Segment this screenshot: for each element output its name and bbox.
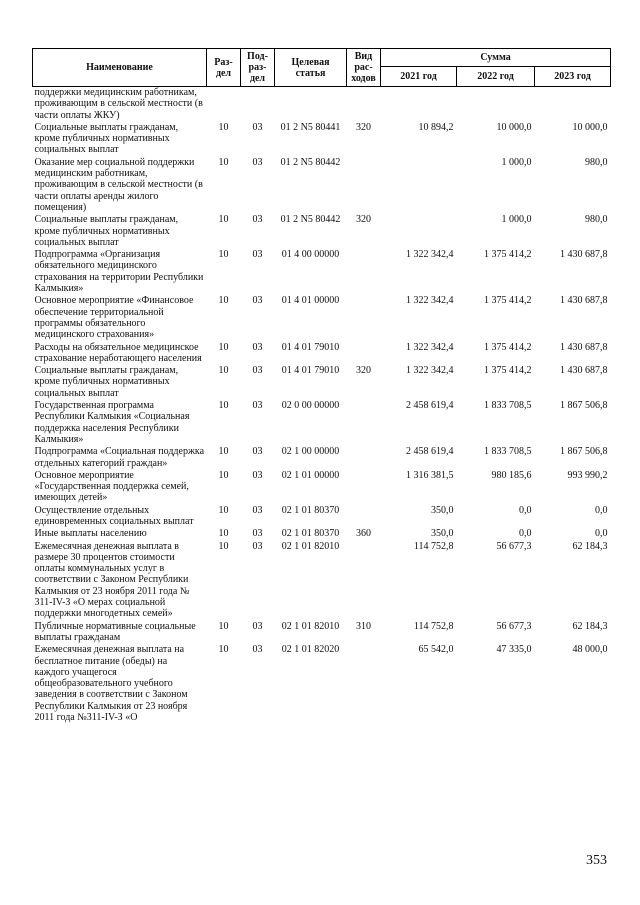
row-razdel: 10 <box>218 528 229 540</box>
row-target: 02 1 00 00000 <box>281 446 340 458</box>
page-number: 353 <box>586 853 607 868</box>
header-razdel: Раз- дел <box>207 49 241 87</box>
row-razdel: 10 <box>218 249 229 261</box>
row-target: 02 1 01 82010 <box>281 540 340 552</box>
row-target: 01 4 01 79010 <box>281 365 340 377</box>
table-row <box>33 157 611 214</box>
table-row <box>33 214 611 249</box>
row-podrazdel: 03 <box>252 469 263 481</box>
row-sum-2021: 350,0 <box>431 504 454 516</box>
row-vid: 320 <box>356 214 371 226</box>
row-razdel: 10 <box>218 540 229 552</box>
row-sum-2021: 1 322 342,4 <box>406 341 454 353</box>
row-sum-2022: 56 677,3 <box>496 540 532 552</box>
row-target: 01 2 N5 80442 <box>280 156 341 168</box>
row-razdel: 10 <box>218 504 229 516</box>
table-row <box>33 365 611 400</box>
row-target: 02 1 01 80370 <box>281 528 340 540</box>
row-target: 02 1 01 82010 <box>281 620 340 632</box>
row-vid <box>347 157 381 214</box>
table-row <box>33 644 611 724</box>
row-name: Расходы на обязательное медицинское страхование неработающего населения <box>34 341 202 364</box>
row-target: 01 4 01 79010 <box>281 341 340 353</box>
row-sum-2023: 1 430 687,8 <box>560 341 608 353</box>
row-name: Оказание мер социальной поддержки медицинским работникам, проживающим в сельской местности (в части оплаты аренды жилого помещения) <box>34 156 203 213</box>
row-sum-2021: 1 322 342,4 <box>406 295 454 307</box>
row-name: Основное мероприятие «Государственная поддержка семей, имеющих детей» <box>34 469 189 504</box>
row-razdel <box>207 87 241 122</box>
row-podrazdel: 03 <box>252 121 263 133</box>
row-sum-2021: 1 322 342,4 <box>406 249 454 261</box>
table-row <box>33 295 611 341</box>
row-podrazdel: 03 <box>252 214 263 226</box>
row-sum-2023: 0,0 <box>595 528 608 540</box>
row-vid <box>347 644 381 724</box>
header-2022: 2022 год <box>457 67 535 87</box>
row-razdel: 10 <box>218 644 229 656</box>
row-target: 01 2 N5 80442 <box>280 214 341 226</box>
row-sum-2022: 10 000,0 <box>496 121 532 133</box>
row-vid <box>347 400 381 446</box>
row-sum-2023: 0,0 <box>595 504 608 516</box>
row-razdel: 10 <box>218 620 229 632</box>
table-row <box>33 470 611 505</box>
row-podrazdel: 03 <box>252 156 263 168</box>
row-sum-2023: 1 867 506,8 <box>560 446 608 458</box>
row-vid: 360 <box>356 528 371 540</box>
row-vid <box>347 470 381 505</box>
row-sum-2023: 1 867 506,8 <box>560 400 608 412</box>
header-2023: 2023 год <box>535 67 611 87</box>
row-sum-2022: 1 833 708,5 <box>484 446 532 458</box>
row-sum-2022: 1 000,0 <box>501 214 532 226</box>
table-row <box>33 400 611 446</box>
row-target: 01 4 01 00000 <box>281 295 340 307</box>
table-row <box>33 541 611 621</box>
header-vid: Вид рас- ходов <box>347 49 381 87</box>
table-row <box>33 621 611 645</box>
table-row <box>33 505 611 529</box>
row-vid <box>347 249 381 295</box>
row-sum-2023: 1 430 687,8 <box>560 295 608 307</box>
row-razdel: 10 <box>218 365 229 377</box>
row-sum-2023 <box>535 87 611 122</box>
row-sum-2022 <box>457 87 535 122</box>
row-sum-2022: 56 677,3 <box>496 620 532 632</box>
table-body <box>33 87 611 725</box>
row-target: 01 4 00 00000 <box>281 249 340 261</box>
row-razdel: 10 <box>218 469 229 481</box>
header-name: Наименование <box>33 49 207 87</box>
row-razdel: 10 <box>218 400 229 412</box>
row-sum-2021: 1 322 342,4 <box>406 365 454 377</box>
row-podrazdel: 03 <box>252 400 263 412</box>
row-target: 02 1 01 82020 <box>281 644 340 656</box>
header-target: Целевая статья <box>275 49 347 87</box>
row-name: Подпрограмма «Социальная поддержка отдельных категорий граждан» <box>34 446 205 469</box>
row-sum-2023: 993 990,2 <box>567 469 608 481</box>
row-sum-2022: 47 335,0 <box>496 644 532 656</box>
row-sum-2022: 1 375 414,2 <box>484 249 532 261</box>
row-name: Публичные нормативные социальные выплаты гражданам <box>34 620 196 643</box>
row-sum-2022: 1 833 708,5 <box>484 400 532 412</box>
table-row <box>33 87 611 122</box>
row-name: Социальные выплаты гражданам, кроме публичных нормативных социальных выплат <box>34 214 179 248</box>
row-razdel: 10 <box>218 295 229 307</box>
row-sum-2021: 350,0 <box>431 528 454 540</box>
row-sum-2021 <box>381 87 457 122</box>
row-sum-2023: 1 430 687,8 <box>560 249 608 261</box>
row-sum-2021: 2 458 619,4 <box>406 400 454 412</box>
row-vid <box>347 505 381 529</box>
row-sum-2021: 114 752,8 <box>413 620 454 632</box>
row-vid <box>347 342 381 366</box>
row-sum-2021: 114 752,8 <box>413 540 454 552</box>
row-name: Осуществление отдельных единовременных социальных выплат <box>34 504 194 527</box>
row-razdel: 10 <box>218 156 229 168</box>
row-sum-2022: 1 000,0 <box>501 156 532 168</box>
row-podrazdel: 03 <box>252 644 263 656</box>
row-sum-2021 <box>381 157 457 214</box>
row-sum-2023: 980,0 <box>585 156 608 168</box>
row-podrazdel: 03 <box>252 365 263 377</box>
row-razdel: 10 <box>218 341 229 353</box>
row-sum-2021 <box>381 214 457 249</box>
header-2021: 2021 год <box>381 67 457 87</box>
row-sum-2023: 980,0 <box>585 214 608 226</box>
row-vid: 320 <box>356 121 371 133</box>
row-sum-2023: 1 430 687,8 <box>560 365 608 377</box>
row-name: Социальные выплаты гражданам, кроме публичных нормативных социальных выплат <box>34 121 179 156</box>
budget-table <box>32 48 611 724</box>
row-podrazdel: 03 <box>252 540 263 552</box>
header-podrazdel: Под- раз- дел <box>241 49 275 87</box>
row-sum-2021: 65 542,0 <box>418 644 454 656</box>
row-podrazdel: 03 <box>252 249 263 261</box>
row-sum-2021: 1 316 381,5 <box>406 469 454 481</box>
row-target <box>275 87 347 122</box>
row-name: поддержки медицинским работникам, проживающим в сельской местности (в части оплаты ЖКУ) <box>34 87 203 121</box>
row-sum-2023: 10 000,0 <box>572 121 608 133</box>
row-vid: 310 <box>356 620 371 632</box>
row-sum-2022: 980 185,6 <box>491 469 532 481</box>
row-name: Государственная программа Республики Калмыкия «Социальная поддержка населения Республики Калмыкия» <box>34 400 190 445</box>
row-sum-2023: 48 000,0 <box>572 644 608 656</box>
row-vid <box>347 295 381 341</box>
table-header <box>33 49 611 87</box>
row-vid <box>347 541 381 621</box>
row-name: Социальные выплаты гражданам, кроме публичных нормативных социальных выплат <box>34 365 179 399</box>
table-row <box>33 249 611 295</box>
header-sum: Сумма <box>381 49 611 67</box>
row-vid: 320 <box>356 365 371 377</box>
row-sum-2022: 0,0 <box>519 504 532 516</box>
row-podrazdel: 03 <box>252 528 263 540</box>
row-name: Основное мероприятие «Финансовое обеспечение территориальной программы обязательного медицинского страхования» <box>34 295 194 341</box>
row-razdel: 10 <box>218 121 229 133</box>
row-name: Ежемесячная денежная выплата в размере 30 процентов стоимости оплаты коммунальных услуг в соответствии с Законом Республики Калмыкия от 23 ноября 2011 года № 311-IV-З «О мерах социальной поддержки многодетных семей» <box>34 540 190 620</box>
table-row <box>33 122 611 157</box>
row-sum-2023: 62 184,3 <box>572 540 608 552</box>
row-podrazdel: 03 <box>252 446 263 458</box>
row-sum-2021: 10 894,2 <box>418 121 454 133</box>
table-row <box>33 446 611 470</box>
row-name: Иные выплаты населению <box>34 528 147 540</box>
row-sum-2022: 1 375 414,2 <box>484 365 532 377</box>
row-sum-2021: 2 458 619,4 <box>406 446 454 458</box>
row-podrazdel: 03 <box>252 620 263 632</box>
table-row <box>33 528 611 540</box>
row-razdel: 10 <box>218 446 229 458</box>
row-target: 02 0 00 00000 <box>281 400 340 412</box>
row-target: 02 1 01 80370 <box>281 504 340 516</box>
row-podrazdel <box>241 87 275 122</box>
row-podrazdel: 03 <box>252 341 263 353</box>
row-name: Ежемесячная денежная выплата на бесплатное питание (обеды) на каждого учащегося общеобразовательного учебного заведения в соответствии с Законом Республики Калмыкия от 23 ноября 2011 года №311-IV-З «О <box>34 644 188 724</box>
row-podrazdel: 03 <box>252 295 263 307</box>
row-vid <box>347 87 381 122</box>
row-sum-2023: 62 184,3 <box>572 620 608 632</box>
row-sum-2022: 1 375 414,2 <box>484 341 532 353</box>
row-target: 02 1 01 00000 <box>281 469 340 481</box>
row-razdel: 10 <box>218 214 229 226</box>
row-podrazdel: 03 <box>252 504 263 516</box>
row-name: Подпрограмма «Организация обязательного медицинского страхования на территории Республики Калмыкия» <box>34 249 204 295</box>
row-sum-2022: 0,0 <box>519 528 532 540</box>
table-row <box>33 342 611 366</box>
row-vid <box>347 446 381 470</box>
row-sum-2022: 1 375 414,2 <box>484 295 532 307</box>
row-target: 01 2 N5 80441 <box>280 121 341 133</box>
